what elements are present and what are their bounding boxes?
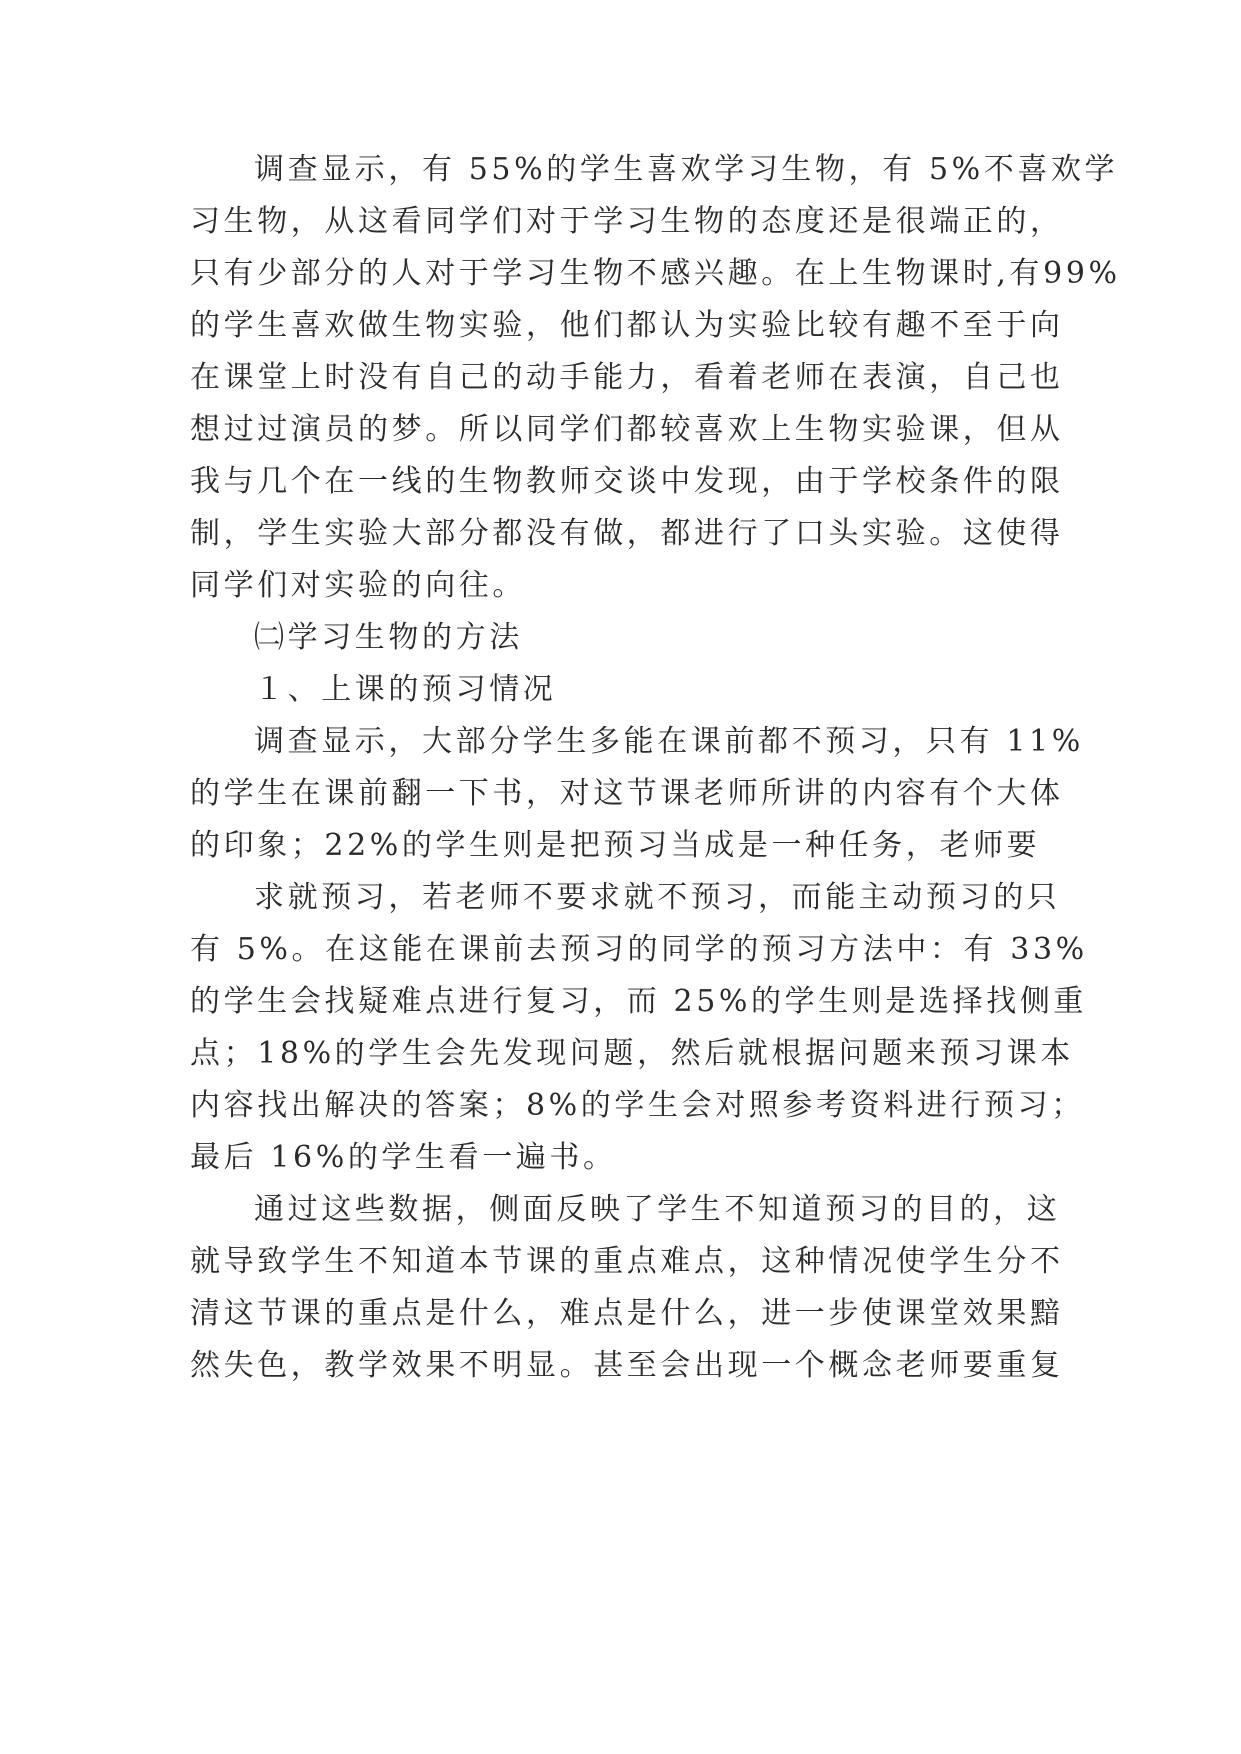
text-line-17: 的学生会找疑难点进行复习，而 25%的学生则是选择找侧重 <box>190 984 1088 1019</box>
text-line-24: 然失色，教学效果不明显。甚至会出现一个概念老师要重复 <box>190 1348 1064 1383</box>
text-line-4: 的学生喜欢做生物实验，他们都认为实验比较有趣不至于向 <box>190 308 1064 343</box>
text-line-19: 内容找出解决的答案；8%的学生会对照参考资料进行预习； <box>190 1088 1085 1123</box>
text-line-16: 有 5%。在这能在课前去预习的同学的预习方法中：有 33% <box>190 932 1088 967</box>
text-line-22: 就导致学生不知道本节课的重点难点，这种情况使学生分不 <box>190 1244 1064 1279</box>
text-line-8: 制，学生实验大部分都没有做，都进行了口头实验。这使得 <box>190 516 1064 551</box>
text-line-15: 求就预习，若老师不要求就不预习，而能主动预习的只 <box>254 880 1061 915</box>
text-line-1: 调查显示，有 55%的学生喜欢学习生物，有 5%不喜欢学 <box>254 152 1119 187</box>
text-line-9: 同学们对实验的向往。 <box>190 568 526 603</box>
text-line-21: 通过这些数据，侧面反映了学生不知道预习的目的，这 <box>254 1192 1061 1227</box>
text-line-5: 在课堂上时没有自己的动手能力，看着老师在表演，自己也 <box>190 360 1064 395</box>
text-line-6: 想过过演员的梦。所以同学们都较喜欢上生物实验课，但从 <box>190 412 1064 447</box>
text-line-3: 只有少部分的人对于学习生物不感兴趣。在上生物课时,有99% <box>190 256 1121 291</box>
text-line-7: 我与几个在一线的生物教师交谈中发现，由于学校条件的限 <box>190 464 1064 499</box>
text-line-13: 的学生在课前翻一下书，对这节课老师所讲的内容有个大体 <box>190 776 1064 811</box>
subsection-heading: １、上课的预习情况 <box>254 672 557 707</box>
text-line-20: 最后 16%的学生看一遍书。 <box>190 1140 617 1175</box>
text-line-2: 习生物，从这看同学们对于学习生物的态度还是很端正的， <box>190 204 1064 239</box>
section-heading: ㈡学习生物的方法 <box>254 620 523 655</box>
text-line-12: 调查显示，大部分学生多能在课前都不预习，只有 11% <box>254 724 1084 759</box>
text-line-14: 的印象；22%的学生则是把预习当成是一种任务，老师要 <box>190 828 1041 863</box>
text-line-23: 清这节课的重点是什么，难点是什么，进一步使课堂效果黯 <box>190 1296 1064 1331</box>
text-line-18: 点；18%的学生会先发现问题，然后就根据问题来预习课本 <box>190 1036 1074 1071</box>
